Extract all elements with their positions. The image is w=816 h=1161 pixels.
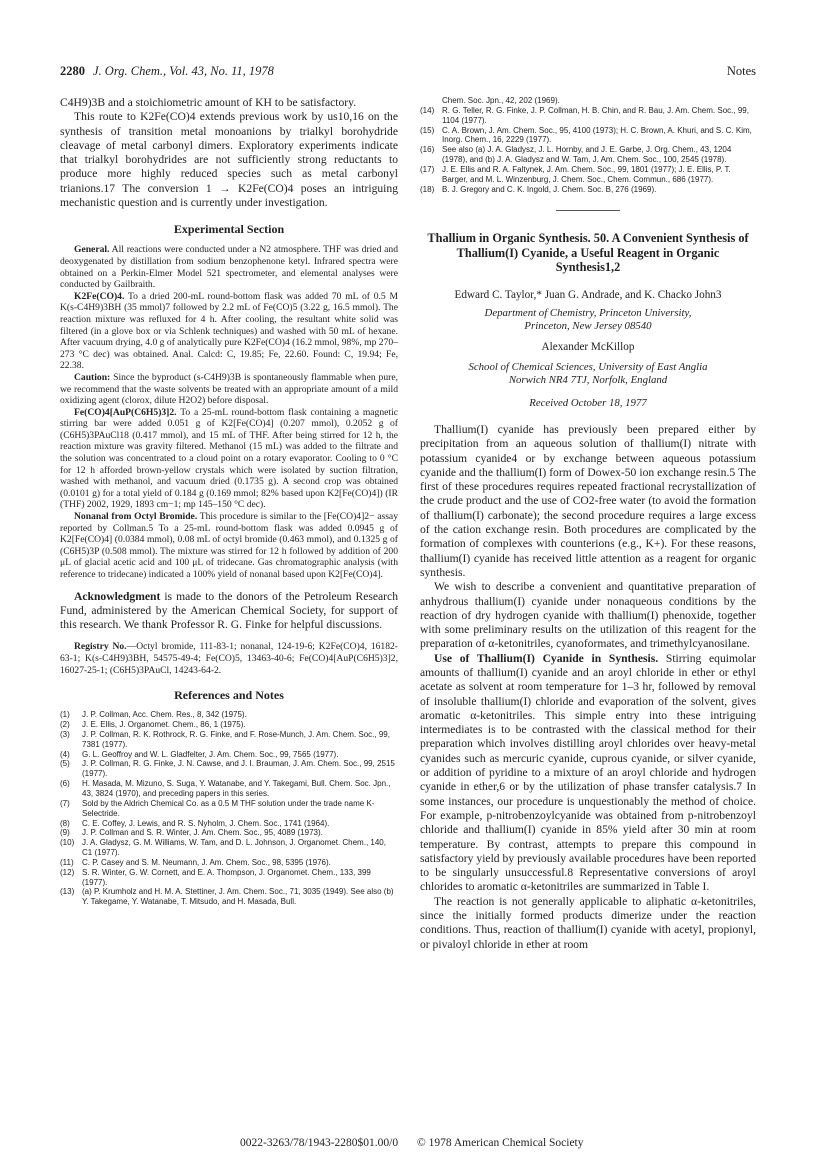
- reference-item: [60, 710, 398, 720]
- reference-number: (3): [60, 729, 70, 739]
- reference-item: [60, 868, 398, 888]
- nonanal-paragraph: [60, 511, 398, 581]
- registry-label: Registry No.: [74, 641, 127, 653]
- body-paragraph-3: [420, 652, 756, 895]
- affiliation-2-line-1: School of Chemical Sciences, University of East Anglia: [468, 360, 708, 373]
- body-paragraph-4: The reaction is not generally applicable to aliphatic α-ketonitriles, since the initially formed products dimerize under the reaction conditions. Thus, reaction of thallium(I) cyanide with acetyl, propionyl, or pivaloyl chloride in ether at room: [420, 894, 756, 951]
- reference-text: Sold by the Aldrich Chemical Co. as a 0.5 M THF solution under the trade name K-Selectride.: [82, 798, 375, 818]
- caution-text: Since the byproduct (s-C4H9)3B is spontaneously flammable when pure, we recommend that the waste solvents be treated with an appropriate amount of a mild oxidizing agent (clorox, dilute H2O2) before disposal.: [60, 371, 398, 407]
- general-text: All reactions were conducted under a N2 atmosphere. THF was dried and deoxygenated by distillation from sodium benzophenone ketyl. Infrared spectra were obtained on a Perkin-Elmer Model 521 spectrometer, and elemental analyses were conducted by Gailbraith.: [60, 244, 398, 291]
- article-code: 0022-3263/78/1943-2280$01.00/0: [240, 1137, 399, 1149]
- reference-number: (11): [60, 857, 74, 867]
- reference-text: C. P. Casey and S. M. Neumann, J. Am. Chem. Soc., 98, 5395 (1976).: [82, 857, 331, 867]
- nonanal-label: Nonanal from Octyl Bromide.: [74, 511, 198, 523]
- reference-number: (9): [60, 828, 70, 838]
- reference-text: J. P. Collman and S. R. Winter, J. Am. Chem. Soc., 95, 4089 (1973).: [82, 828, 323, 838]
- reference-item: [60, 887, 398, 907]
- reference-item: [420, 126, 756, 146]
- registry-text: —Octyl bromide, 111-83-1; nonanal, 124-19-6; K2Fe(CO)4, 16182-63-1; K(s-C4H9)3BH, 54575-49-4; Fe(CO)5, 13463-40-6; Fe(CO)4[AuP(C6H5)3]2, 16027-25-1; (C6H5)3PAuCl, 14243-64-2.: [60, 641, 398, 676]
- reference-text: J. A. Gladysz, G. M. Williams, W. Tam, and D. L. Johnson, J. Organomet. Chem., 140, C1 (1977).: [82, 838, 386, 858]
- reference-number: (13): [60, 887, 75, 897]
- reference-number: (6): [60, 779, 70, 789]
- reference-item: [60, 720, 398, 730]
- reference-item: [60, 838, 398, 858]
- section-divider: [556, 210, 620, 211]
- received-date: Received October 18, 1977: [529, 396, 647, 409]
- reference-number: (17): [420, 164, 435, 174]
- reference-text: G. L. Geoffroy and W. L. Gladfelter, J. Am. Chem. Soc., 99, 7565 (1977).: [82, 749, 339, 759]
- affiliation-2-line-2: Norwich NR4 7TJ, Norfolk, England: [508, 373, 668, 386]
- general-paragraph: [60, 244, 398, 290]
- reference-text: Chem. Soc. Jpn., 42, 202 (1969).: [442, 96, 560, 105]
- author-2: Alexander McKillop: [541, 340, 635, 353]
- k2fe-text: To a dried 200-mL round-bottom flask was added 70 mL of 0.5 M K(s-C4H9)3BH (35 mmol)7 followed by 2.2 mL of Fe(CO)5 (3.22 g, 16.5 mmol). The reaction mixture was refluxed for 4 h. After cooling, the resultant white solid was filtered (in a glove box or via Schlenk techniques) and washed with 50 mL of hexane. After vacuum drying, 4.0 g of analytically pure K2Fe(CO)4 (16.2 mmol, 98%, mp 270–273 °C dec) was obtained. Anal. Calcd: C, 19.85; Fe, 22.60. Found: C, 19.94; Fe, 22.38.: [60, 290, 398, 372]
- reference-number: (16): [420, 145, 435, 155]
- reference-text: J. P. Collman, R. K. Rothrock, R. G. Finke, and F. Rose-Munch, J. Am. Chem. Soc., 99, 7381 (1977).: [82, 729, 390, 749]
- fe-au-text: To a 25-mL round-bottom flask containing a magnetic stirring bar were added 0.051 g of K2[Fe(CO)4] (0.207 mmol), 0.2052 g of (C6H5)3PAuCl18 (0.417 mmol), and 15 mL of THF. After being stirred for 12 h, the reaction mixture was gravity filtered. Methanol (15 mL) was added to the filtrate and the solution was concentrated to a cloud point on a rotary evaporator. Cooling to 0 °C for 12 h afforded brown-yellow crystals which were isolated by suction filtration, washed with methanol, and vacuum dried (0.1735 g). A second crop was obtained (0.0101 g) for a total yield of 0.184 g (0.169 mmol; 82% based upon K2[Fe(CO)4]) (IR (THF) 2002, 1929, 1893 cm−1; mp 145–150 °C dec).: [60, 406, 398, 511]
- fe-au-paragraph: [60, 407, 398, 511]
- reference-text: C. E. Coffey, J. Lewis, and R. S. Nyholm, J. Chem. Soc., 1741 (1964).: [82, 818, 330, 828]
- reference-text: See also (a) J. A. Gladysz, J. L. Hornby, and J. E. Garbe, J. Org. Chem., 43, 1204 (1978), and (b) J. A. Gladysz and W. Tam, J. Am. Chem. Soc., 100, 2545 (1978).: [442, 145, 732, 165]
- reference-item: [60, 819, 398, 829]
- reference-text: J. P. Collman, R. G. Finke, J. N. Cawse, and J. I. Brauman, J. Am. Chem. Soc., 99, 2515 (1977).: [82, 759, 395, 779]
- affiliation-1-line-2: Princeton, New Jersey 08540: [524, 319, 652, 332]
- caution-paragraph: [60, 372, 398, 407]
- acknowledgment-text: is made to the donors of the Petroleum Research Fund, administered by the American Chemical Society, for support of this research. We thank Professor R. G. Finke for helpful discussions.: [60, 589, 398, 632]
- body-paragraph-1: Thallium(I) cyanide has previously been prepared either by precipitation from an aqueous solution of thallium(I) nitrate with potassium cyanide4 or by exchange between aqueous potassium cyanide and the thallium(I) form of Dowex-50 ion exchange resin.5 The first of these procedures requires repeated fractional recrystallization of the crude product and the use of CO2-free water (to avoid the formation of thallium(I) carbonate); the second procedure requires a large excess of the cation exchange resin. Both procedures are complicated by the formation of complexes with counterions (e.g., K+). For these reasons, thallium(I) cyanide has received little attention as a reagent for organic synthesis.: [420, 422, 756, 579]
- section-name: Notes: [726, 64, 756, 78]
- k2fe-label: K2Fe(CO)4.: [74, 290, 125, 302]
- reference-number: (15): [420, 125, 435, 135]
- reference-number: (5): [60, 759, 70, 769]
- acknowledgment-label: Acknowledgment: [74, 589, 161, 603]
- references-list: [60, 710, 398, 907]
- page-footer: [240, 1137, 600, 1149]
- reference-item: [60, 858, 398, 868]
- journal-citation: J. Org. Chem., Vol. 43, No. 11, 1978: [93, 64, 274, 78]
- registry-paragraph: [60, 641, 398, 676]
- page-number: 2280: [60, 64, 85, 78]
- reference-text: R. G. Teller, R. G. Finke, J. P. Collman, H. B. Chin, and R. Bau, J. Am. Chem. Soc., 99, 1104 (1977).: [442, 105, 749, 125]
- reference-item: [420, 96, 756, 106]
- reference-number: (10): [60, 838, 75, 848]
- reference-number: (4): [60, 749, 70, 759]
- caution-label: Caution:: [74, 371, 111, 383]
- reference-item: [420, 145, 756, 165]
- reference-item: [60, 799, 398, 819]
- intro-paragraph-2: This route to K2Fe(CO)4 extends previous work by us10,16 on the synthesis of transition metal monoanions by trialkyl borohydride cleavage of metal carbonyl dimers. Exploratory experiments indicate that trialkyl borohydrides are not sufficiently strong reductants to produce more highly reduced species such as metal carbonyl trianions.17 The conversion 1 → K2Fe(CO)4 poses an intriguing mechanistic question and is currently under investigation.: [60, 110, 398, 210]
- reference-item: [60, 779, 398, 799]
- k2fe-paragraph: [60, 291, 398, 372]
- reference-number: (12): [60, 867, 75, 877]
- reference-text: H. Masada, M. Mizuno, S. Suga, Y. Watanabe, and Y. Takegami, Bull. Chem. Soc. Jpn., 43, 3824 (1970), and preceding papers in this series.: [82, 779, 391, 799]
- reference-number: (7): [60, 798, 70, 808]
- reference-text: B. J. Gregory and C. K. Ingold, J. Chem. Soc. B, 276 (1969).: [442, 184, 657, 194]
- copyright: © 1978 American Chemical Society: [417, 1137, 584, 1149]
- acknowledgment-paragraph: [60, 590, 398, 633]
- reference-number: (1): [60, 710, 70, 720]
- reference-text: S. R. Winter, G. W. Cornett, and E. A. Thompson, J. Organomet. Chem., 133, 399 (1977).: [82, 867, 371, 887]
- reference-number: (14): [420, 105, 435, 115]
- reference-item: [420, 165, 756, 185]
- general-label: General.: [74, 244, 110, 256]
- body-paragraph-2: We wish to describe a convenient and quantitative preparation of anhydrous thallium(I) cyanide under nonaqueous conditions by the reaction of dry hydrogen cyanide with thallium(I) phenoxide, together with some preliminary results on the utilization of this reagent for the preparation of α-ketonitriles, cyanoformates, and trimethylcyanosilane.: [420, 580, 756, 651]
- intro-paragraph-1: C4H9)3B and a stoichiometric amount of KH to be satisfactory.: [60, 96, 357, 109]
- reference-item: [60, 759, 398, 779]
- reference-text: J. E. Ellis and R. A. Faltynek, J. Am. Chem. Soc., 99, 1801 (1977); J. E. Ellis, P. T. Barger, and M. L. Winzenburg, J. Chem. Soc., Chem. Commun., 686 (1977).: [442, 164, 731, 184]
- reference-item: [420, 185, 756, 195]
- left-column: [60, 96, 398, 907]
- use-text: Stirring equimolar amounts of thallium(I) cyanide and an aroyl chloride in ether or ethyl acetate as solvent at room temperature for 1–3 hr, followed by removal of insoluble thallium(I) chloride and evaporation of the solvent, gives aromatic α-ketonitriles. This simple entry into these intriguing intermediates is to be contrasted with the classical method for their preparation which involves distilling aroyl chlorides over heavy-metal cyanides such as mercuric cyanide, cuprous cyanide, or silver cyanide, or addition of pyridine to a mixture of an aroyl chloride and hydrogen cyanide in ether,6 or by the utilization of phase transfer catalysis.7 In some instances, our procedure is unquestionably the method of choice. For example, p-nitrobenzoylcyanide was obtained from p-nitrobenzoyl chloride and thallium(I) cyanide in 85% yield after 30 min at room temperature. By contrast, attempts to prepare this compound in satisfactory yield by previously available procedures have been reported to be singularly unsuccessful.8 Representative conversions of aroyl chlorides to aromatic α-ketonitriles are summarized in Table I.: [420, 651, 757, 894]
- running-header: [60, 64, 756, 80]
- reference-item: [60, 828, 398, 838]
- fe-au-label: Fe(CO)4[AuP(C6H5)3]2.: [74, 406, 177, 418]
- reference-number: (18): [420, 184, 435, 194]
- reference-text: J. E. Ellis, J. Organomet. Chem., 86, 1 (1975).: [82, 720, 246, 730]
- reference-item: [60, 750, 398, 760]
- reference-number: (8): [60, 818, 70, 828]
- reference-text: (a) P. Krumholz and H. M. A. Stettiner, J. Am. Chem. Soc., 71, 3035 (1949). See also (b) Y. Takegame, Y. Watanabe, T. Mitsudo, and H. Masada, Bull.: [82, 887, 394, 907]
- reference-text: J. P. Collman, Acc. Chem. Res., 8, 342 (1975).: [82, 710, 247, 720]
- article-title: Thallium in Organic Synthesis. 50. A Convenient Synthesis of Thallium(I) Cyanide, a Useful Reagent in Organic Synthesis1,2: [427, 231, 749, 275]
- reference-number: (2): [60, 720, 70, 730]
- references-list-continued: [420, 96, 756, 194]
- reference-text: C. A. Brown, J. Am. Chem. Soc., 95, 4100 (1973); H. C. Brown, A. Khuri, and S. C. Kim, Inorg. Chem., 16, 2229 (1977).: [442, 125, 752, 145]
- reference-item: [420, 106, 756, 126]
- reference-item: [60, 730, 398, 750]
- right-column: [420, 96, 756, 952]
- use-label: Use of Thallium(I) Cyanide in Synthesis.: [434, 651, 659, 665]
- nonanal-text: This procedure is similar to the [Fe(CO)4]2− assay reported by Collman.5 To a 25-mL round-bottom flask was added 0.0945 g of K2[Fe(CO)4] (0.0384 mmol), 0.08 mL of octyl bromide (0.463 mmol), and 0.1325 g of (C6H5)3P (0.508 mmol). The mixture was stirred for 12 h followed by addition of 200 μL of glacial acetic acid and 100 μL of tridecane. Gas chromatographic analysis (with reference to tridecane) indicated a 100% yield of nonanal based upon K2[Fe(CO)4].: [60, 511, 398, 580]
- references-heading: References and Notes: [174, 688, 284, 703]
- authors: Edward C. Taylor,* Juan G. Andrade, and K. Chacko John3: [454, 288, 722, 301]
- affiliation-1-line-1: Department of Chemistry, Princeton University,: [484, 306, 692, 319]
- experimental-heading: Experimental Section: [173, 222, 285, 237]
